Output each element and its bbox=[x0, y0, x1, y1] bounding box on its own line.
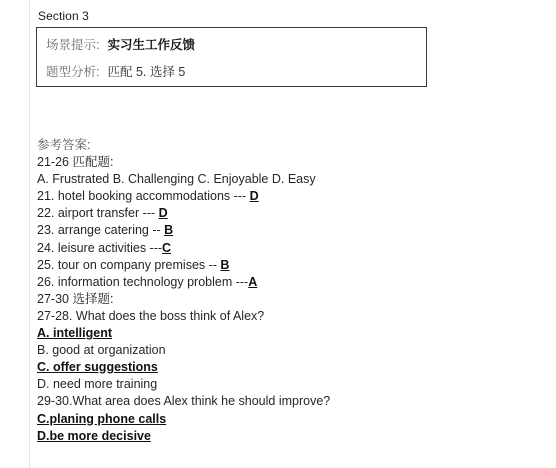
matching-item-text: 22. airport transfer --- bbox=[37, 206, 159, 221]
choice-option-selected: C. offer suggestions bbox=[37, 360, 158, 375]
matching-options-line: A. Frustrated B. Challenging C. Enjoyable D. Easy bbox=[37, 172, 316, 187]
matching-item-text: 26. information technology problem --- bbox=[37, 274, 249, 289]
choice-section-header: 27-30 选择题: bbox=[37, 291, 114, 306]
scene-value: 实习生工作反馈 bbox=[107, 38, 195, 52]
matching-item-text: 23. arrange catering -- bbox=[37, 223, 165, 238]
matching-answer: B bbox=[220, 257, 230, 272]
scene-row bbox=[46, 37, 195, 53]
choice-option-selected: D.be more decisive bbox=[37, 428, 151, 443]
matching-item-text: 21. hotel booking accommodations --- bbox=[37, 189, 250, 204]
choice-option: D. need more training bbox=[37, 377, 158, 392]
matching-section-header: 21-26 匹配题: bbox=[37, 155, 114, 170]
left-margin-rule bbox=[29, 0, 30, 468]
choice-option-selected: C.planing phone calls bbox=[37, 411, 167, 426]
choice-option-selected: A. intelligent bbox=[37, 326, 112, 341]
question-type-label: 题型分析: bbox=[46, 65, 100, 79]
matching-answer: B bbox=[164, 223, 174, 238]
matching-item bbox=[37, 222, 537, 239]
matching-item-text: 25. tour on company premises -- bbox=[37, 257, 221, 272]
matching-item bbox=[37, 240, 537, 257]
matching-item bbox=[37, 188, 537, 205]
matching-item bbox=[37, 205, 537, 222]
scene-label: 场景提示: bbox=[46, 38, 100, 52]
question-type-value: 匹配 5. 选择 5 bbox=[107, 65, 186, 79]
question-27-28: 27-28. What does the boss think of Alex? bbox=[37, 308, 265, 323]
matching-item bbox=[37, 274, 537, 291]
matching-answer: D bbox=[249, 189, 259, 204]
answer-key-heading: 参考答案: bbox=[37, 138, 91, 152]
matching-answer: C bbox=[162, 240, 172, 255]
question-type-row bbox=[46, 64, 185, 80]
matching-item bbox=[37, 257, 537, 274]
matching-answer: D bbox=[158, 206, 168, 221]
answer-key bbox=[37, 137, 537, 445]
matching-item-text: 24. leisure activities --- bbox=[37, 240, 163, 255]
section-title: Section 3 bbox=[38, 9, 89, 23]
choice-option: B. good at organization bbox=[37, 343, 166, 358]
question-29-30: 29-30.What area does Alex think he should improve? bbox=[37, 394, 331, 409]
info-box bbox=[36, 27, 427, 87]
matching-answer: A bbox=[248, 274, 258, 289]
